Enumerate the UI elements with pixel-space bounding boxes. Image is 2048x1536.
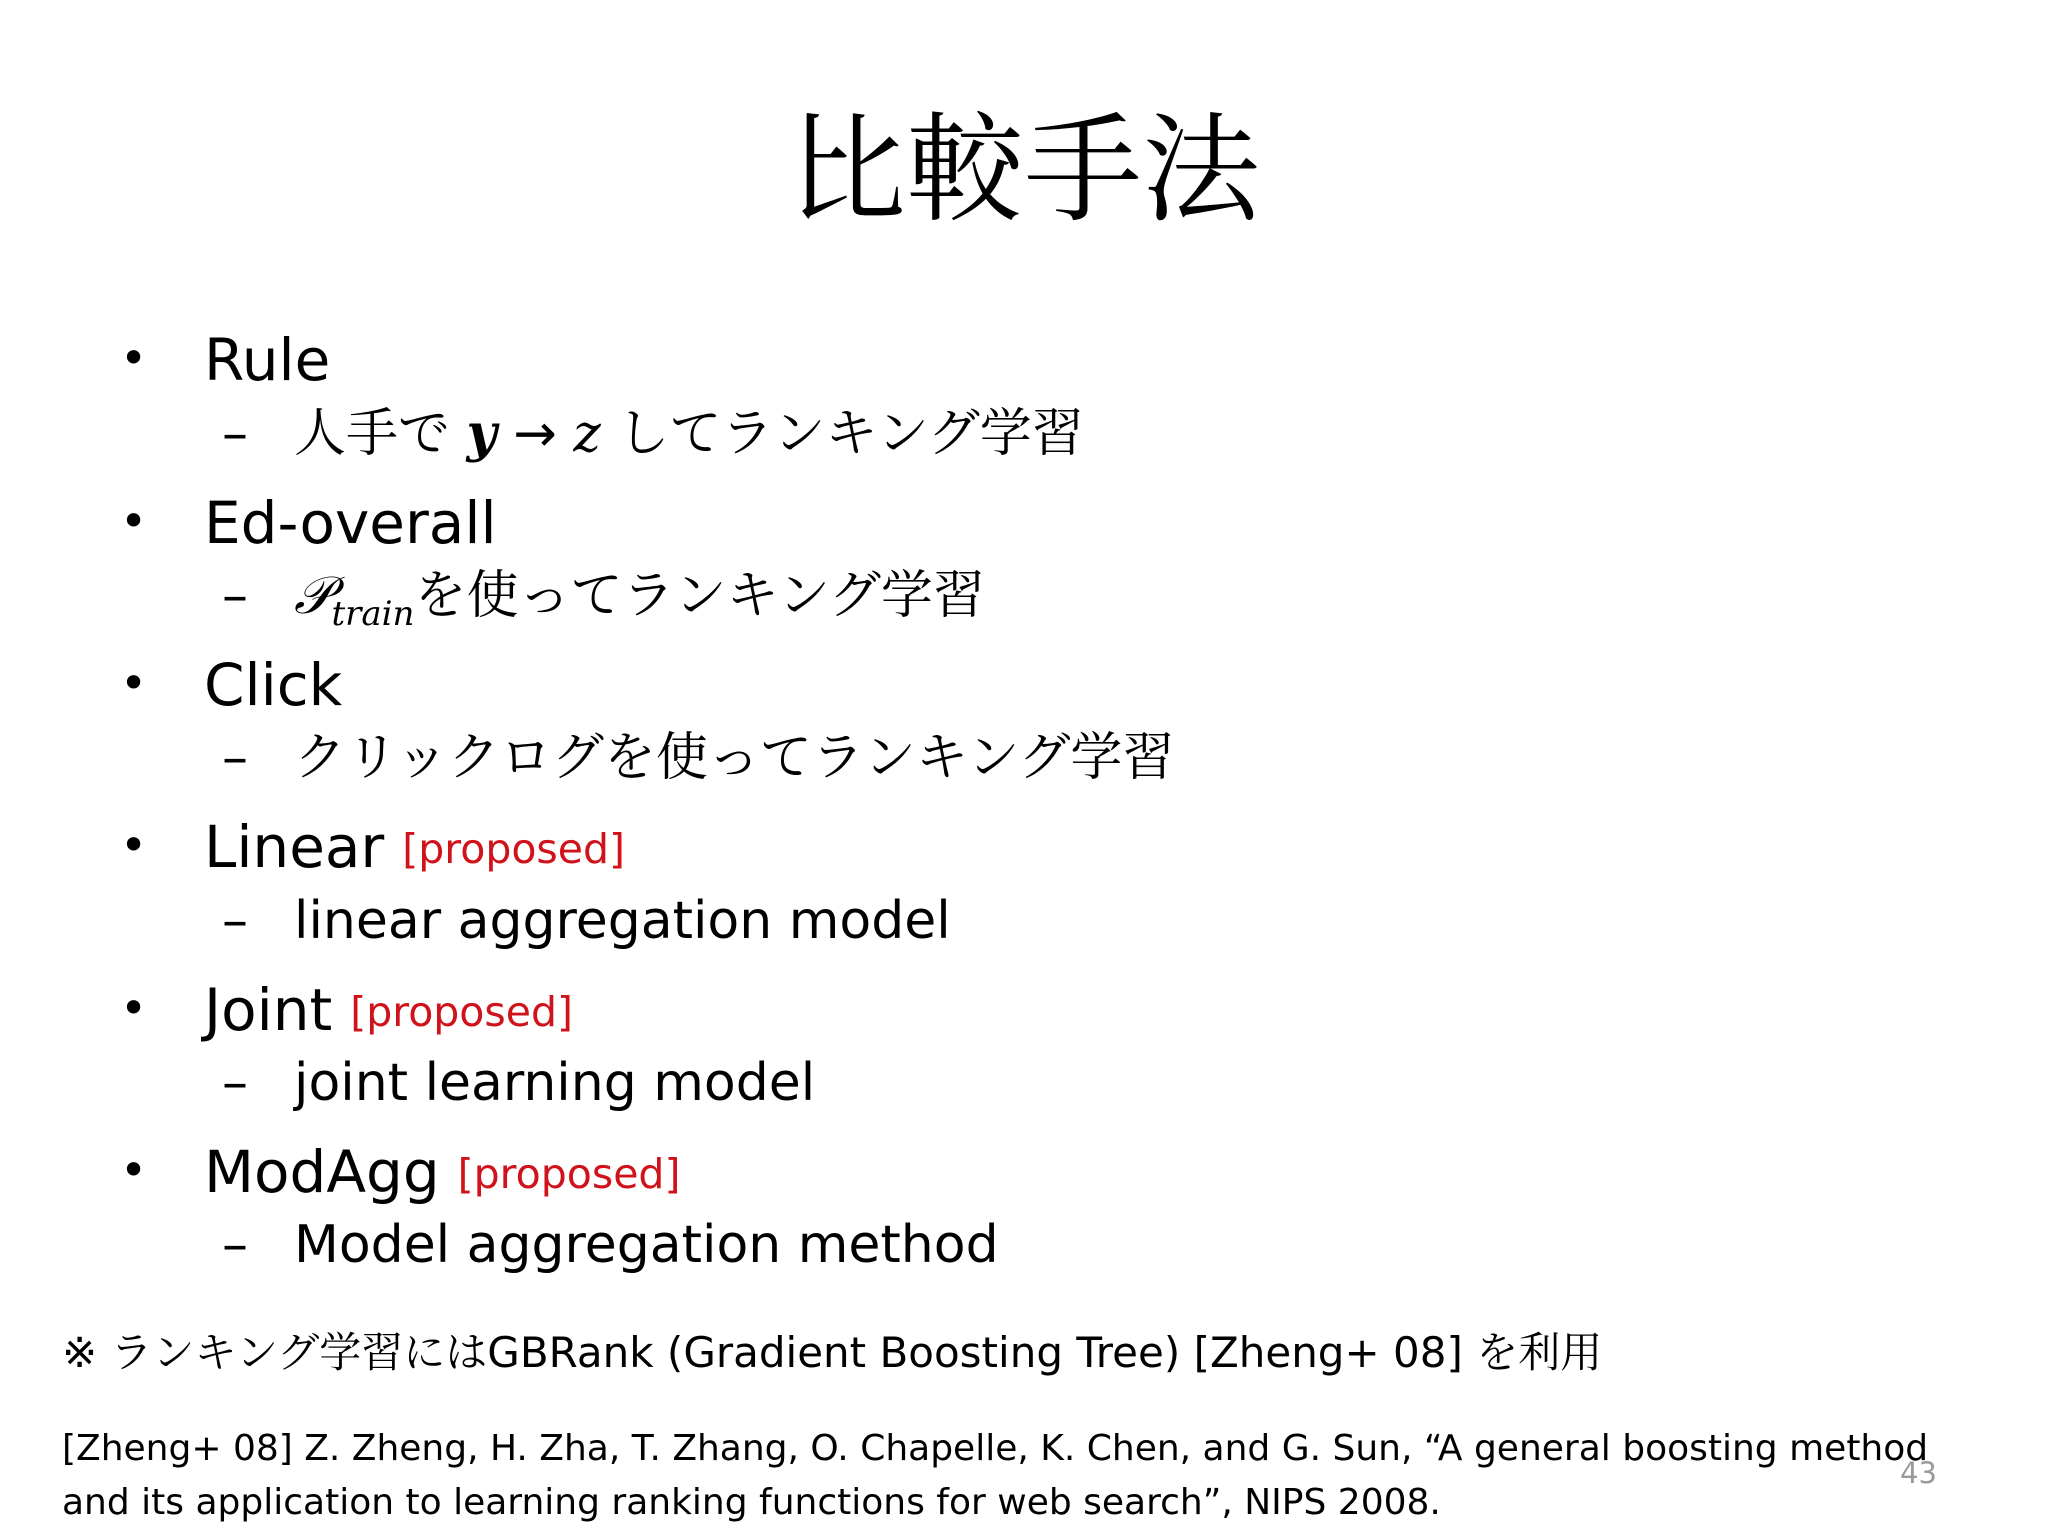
bullet-label: Linear [204,813,385,881]
bullet-label: Click [204,651,343,719]
bullet-label: Joint [204,976,333,1044]
bullet-glyph: • [120,818,148,872]
bullet-linear [120,810,625,884]
dash-glyph: – [222,891,248,951]
math-y: y [466,403,497,464]
dash-glyph: – [222,566,248,626]
sub-text-suffix: を使ってランキング学習 [414,566,985,626]
bullet-glyph: • [120,981,148,1035]
bullet-click [120,648,342,720]
sub-bullet-rule [222,402,1084,466]
slide-title: 比較手法 [787,101,1260,239]
bullet-glyph: • [120,1143,148,1197]
sub-bullet-modagg [222,1213,999,1277]
bullet-rule [120,323,330,395]
math-p-subscript: train [331,594,415,634]
sub-text: linear aggregation model [294,891,951,951]
bullet-joint [120,973,573,1047]
bullet-glyph: • [120,494,148,548]
sub-text: Model aggregation method [294,1215,999,1275]
sub-bullet-ed-overall [222,564,985,646]
bullet-ed-overall [120,486,497,558]
page-number: 43 [1900,1456,1937,1490]
sub-text-prefix: 人手で [294,404,451,464]
proposed-tag: [proposed] [350,988,573,1036]
reference-citation: [Zheng+ 08] Z. Zheng, H. Zha, T. Zhang, O. Chapelle, K. Chen, and G. Sun, “A general boosting method and its application to learning ranking functions for web search”, NIPS 2008. [62,1428,1929,1523]
proposed-tag: [proposed] [457,1150,681,1198]
bullet-label: ModAgg [204,1138,440,1206]
bullet-glyph: • [120,331,148,385]
proposed-tag: [proposed] [402,825,626,873]
sub-bullet-click [222,726,1174,790]
arrow-symbol: → [513,404,557,464]
footnote-note: ※ ランキング学習にはGBRank (Gradient Boosting Tree) [Zheng+ 08] を利用 [62,1328,1603,1377]
sub-bullet-linear [222,889,951,953]
dash-glyph: – [222,728,248,788]
math-z: z [573,404,601,464]
math-p-symbol: 𝒫 [294,566,332,626]
math-p [294,566,415,634]
dash-glyph: – [222,1053,248,1113]
dash-glyph: – [222,404,248,464]
sub-bullet-joint [222,1051,815,1115]
sub-text-suffix: してランキング学習 [617,404,1084,464]
bullet-glyph: • [120,656,148,710]
sub-text: クリックログを使ってランキング学習 [294,728,1175,788]
bullet-modagg [120,1135,680,1209]
dash-glyph: – [222,1215,248,1275]
bullet-label: Rule [204,326,331,394]
bullet-label: Ed-overall [204,489,497,557]
sub-text: joint learning model [294,1053,816,1113]
